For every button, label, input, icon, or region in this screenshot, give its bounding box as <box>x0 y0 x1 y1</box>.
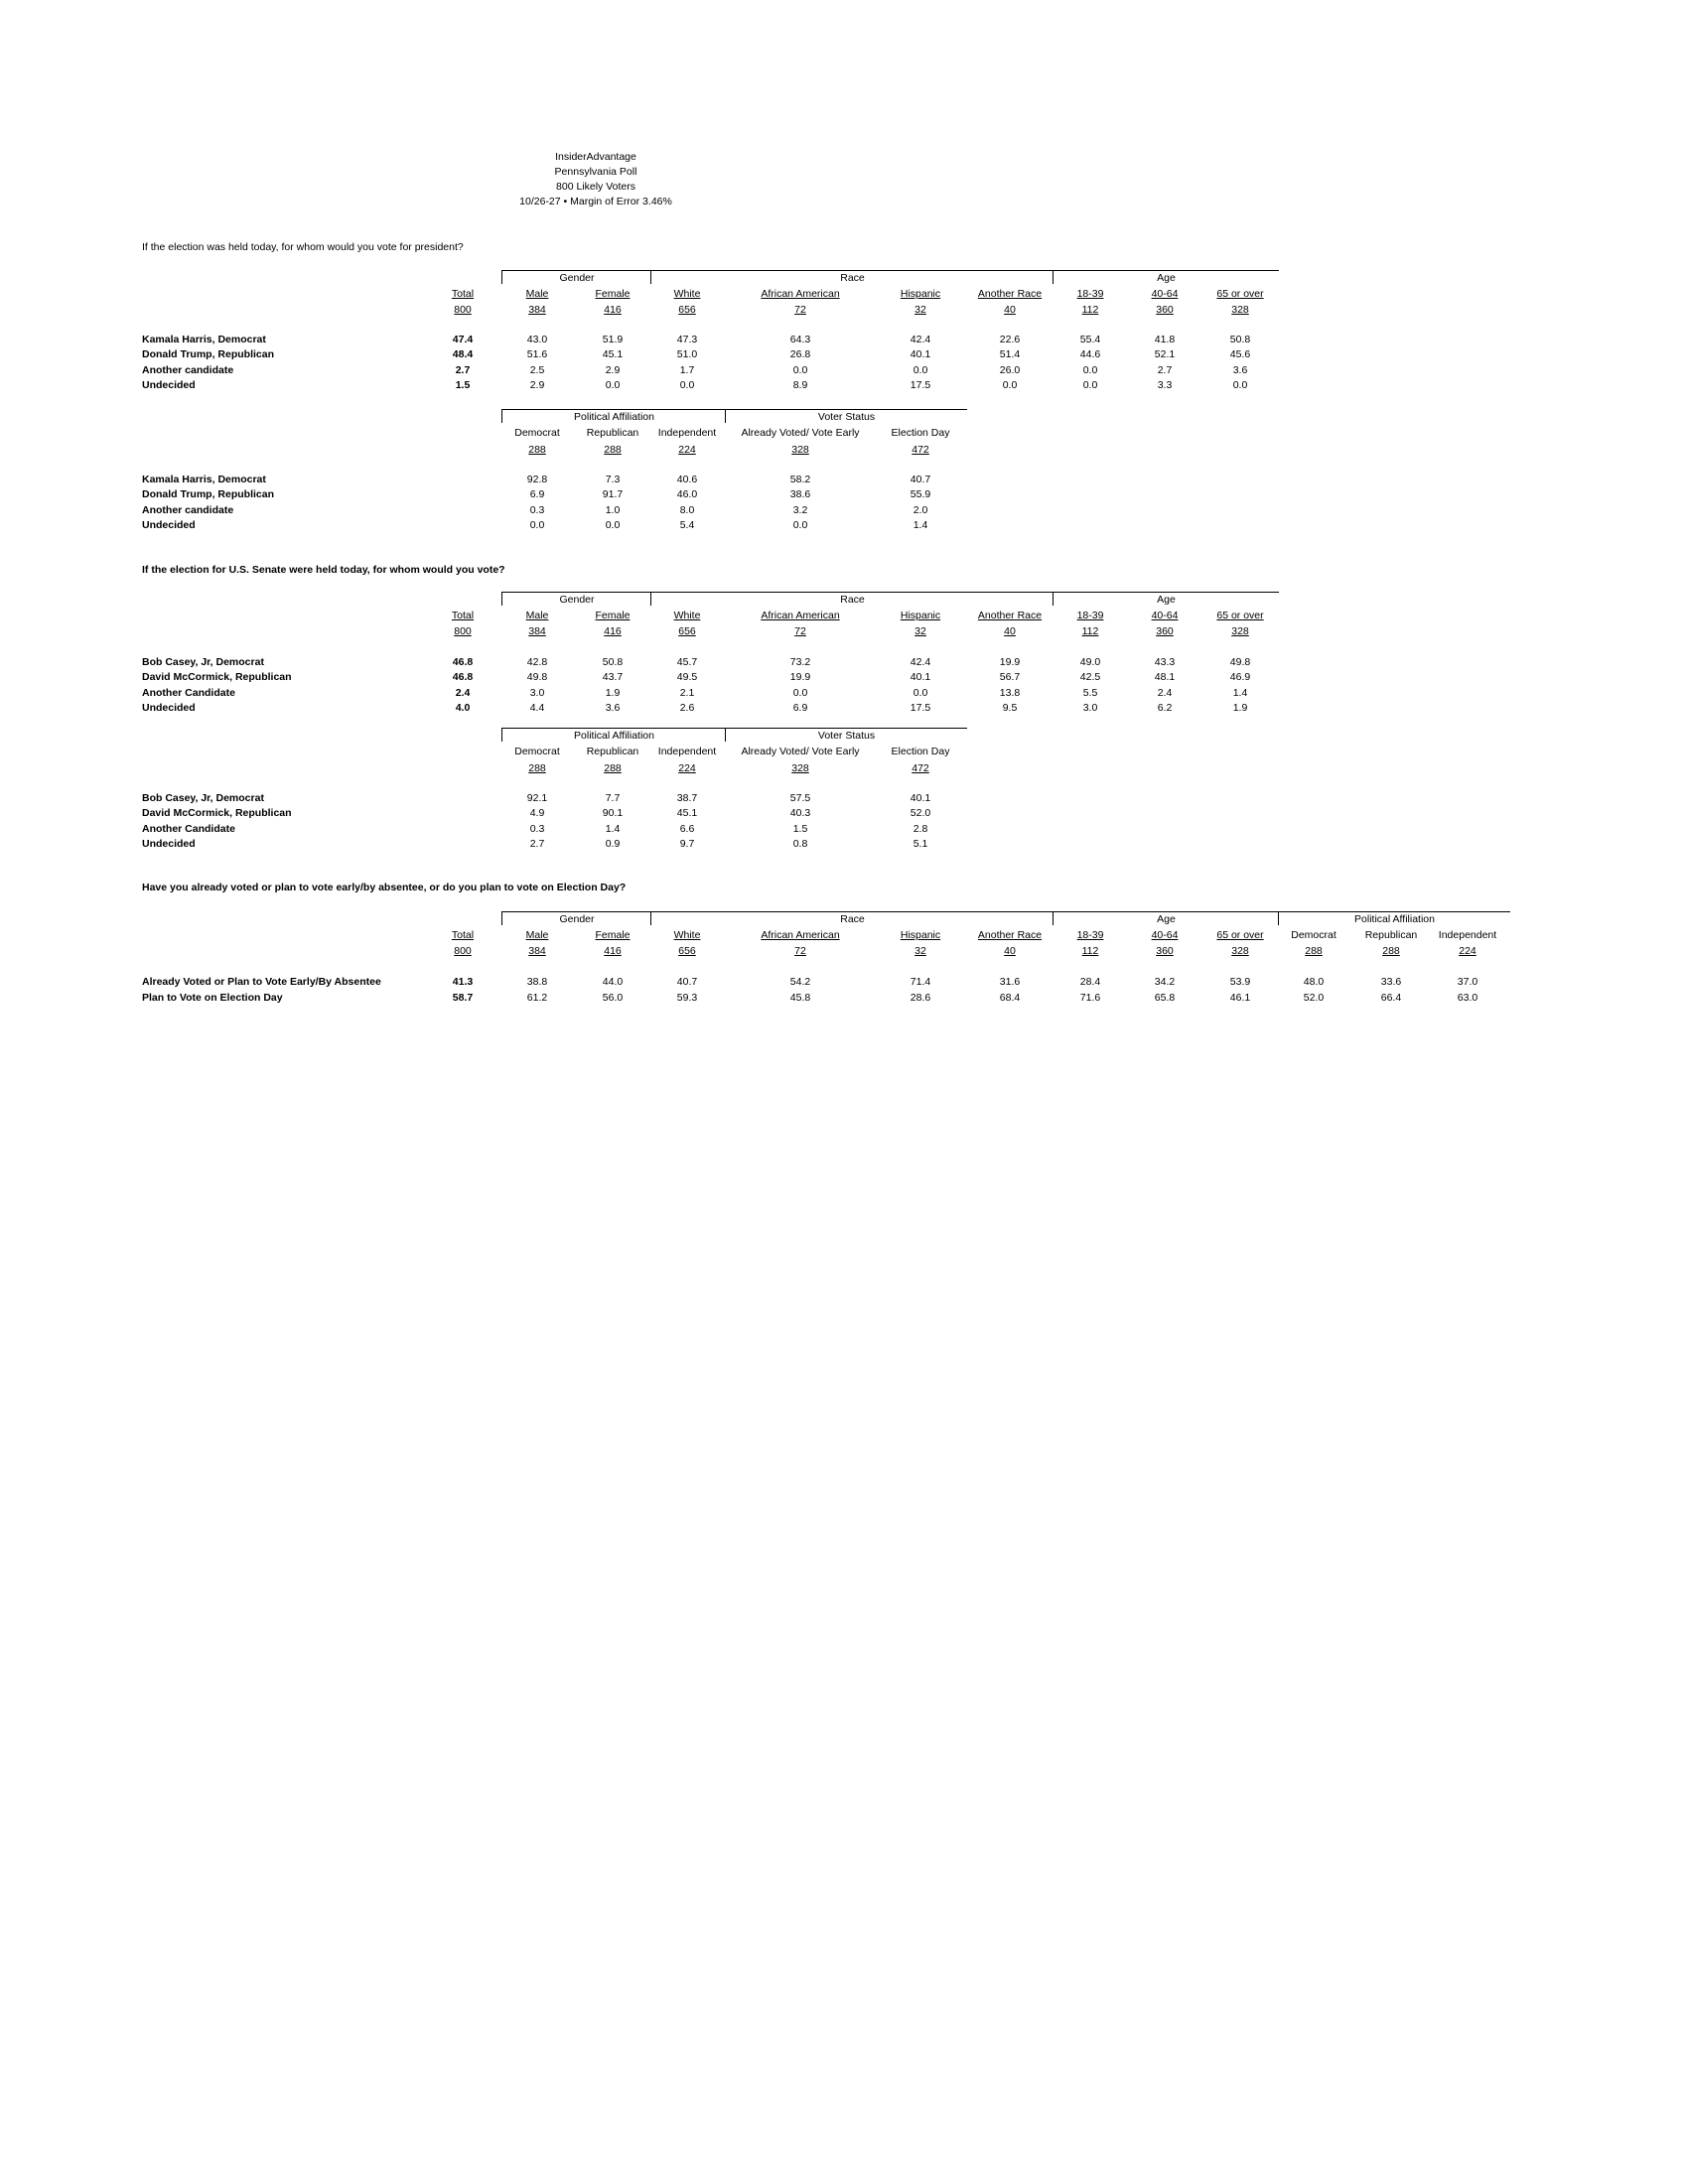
group-header-gender: Gender <box>501 592 651 606</box>
table-cell: 51.0 <box>676 348 698 361</box>
table-cell: 5.4 <box>679 518 695 531</box>
table-cell: 2.9 <box>605 363 621 376</box>
table-cell: 38.7 <box>676 792 698 804</box>
column-header: Already Voted/ Vote Early <box>741 427 860 439</box>
row-label: David McCormick, Republican <box>142 671 292 684</box>
column-n: 288 <box>1305 945 1323 957</box>
table-cell: 3.2 <box>792 503 808 516</box>
column-header: Already Voted/ Vote Early <box>741 746 860 757</box>
table-cell: 57.5 <box>789 792 811 804</box>
table-cell: 46.8 <box>452 671 474 684</box>
table-cell: 46.8 <box>452 656 474 668</box>
table-cell: 63.0 <box>1457 992 1478 1004</box>
column-n: 656 <box>678 945 696 957</box>
column-header: Election Day <box>891 427 950 439</box>
poll-dates-margin: 10/26-27 • Margin of Error 3.46% <box>519 196 672 207</box>
table-cell: 6.9 <box>792 701 808 714</box>
column-header: Total <box>451 288 475 300</box>
table-cell: 33.6 <box>1380 976 1402 988</box>
table-cell: 58.7 <box>452 992 474 1004</box>
table-cell: 48.0 <box>1303 976 1325 988</box>
column-n: 360 <box>1156 945 1174 957</box>
table-cell: 50.8 <box>1229 334 1251 345</box>
row-label: Undecided <box>142 518 196 531</box>
table-cell: 6.2 <box>1157 701 1173 714</box>
table-cell: 1.7 <box>679 363 695 376</box>
column-n: 224 <box>678 444 696 456</box>
table-cell: 46.9 <box>1229 671 1251 684</box>
table-cell: 1.0 <box>605 503 621 516</box>
table-cell: 0.0 <box>605 378 621 391</box>
table-cell: 49.8 <box>526 671 548 684</box>
table-cell: 9.5 <box>1002 701 1018 714</box>
table-cell: 1.9 <box>1232 701 1248 714</box>
table-cell: 92.1 <box>526 792 548 804</box>
table-cell: 2.7 <box>529 837 545 850</box>
group-header-age: Age <box>1053 592 1279 606</box>
table-cell: 42.4 <box>910 656 931 668</box>
column-n: 416 <box>604 625 622 637</box>
column-n: 656 <box>678 304 696 316</box>
column-header: 18-39 <box>1076 288 1104 300</box>
table-cell: 45.7 <box>676 656 698 668</box>
table-cell: 3.0 <box>529 686 545 699</box>
table-cell: 1.4 <box>605 822 621 835</box>
table-cell: 8.9 <box>792 378 808 391</box>
table-cell: 0.0 <box>792 686 808 699</box>
table-cell: 1.5 <box>792 822 808 835</box>
group-header-race: Race <box>650 592 1054 606</box>
table-cell: 3.6 <box>605 701 621 714</box>
column-header: White <box>673 929 701 941</box>
table-cell: 0.3 <box>529 822 545 835</box>
table-cell: 45.8 <box>789 992 811 1004</box>
table-cell: 2.6 <box>679 701 695 714</box>
column-n: 360 <box>1156 304 1174 316</box>
group-header-gender: Gender <box>501 911 651 925</box>
column-n: 800 <box>454 945 472 957</box>
column-n: 800 <box>454 625 472 637</box>
group-header-political-affiliation: Political Affiliation <box>501 728 726 742</box>
column-n: 328 <box>1231 304 1249 316</box>
table-cell: 41.8 <box>1154 334 1176 345</box>
table-cell: 13.8 <box>999 686 1021 699</box>
table-cell: 26.0 <box>999 363 1021 376</box>
group-header-political-affiliation: Political Affiliation <box>1278 911 1510 925</box>
question-senate: If the election for U.S. Senate were held today, for whom would you vote? <box>142 564 505 576</box>
column-header: Female <box>595 288 631 300</box>
column-header: African American <box>761 929 840 941</box>
table-cell: 7.7 <box>605 792 621 804</box>
column-header: Democrat <box>514 427 560 439</box>
table-cell: 92.8 <box>526 474 548 485</box>
table-cell: 46.1 <box>1229 992 1251 1004</box>
column-header: 65 or over <box>1216 929 1264 941</box>
table-cell: 8.0 <box>679 503 695 516</box>
table-cell: 7.3 <box>605 474 621 485</box>
table-cell: 6.9 <box>529 488 545 501</box>
table-cell: 51.9 <box>602 334 624 345</box>
table-cell: 45.1 <box>602 348 624 361</box>
table-cell: 52.1 <box>1154 348 1176 361</box>
table-cell: 0.0 <box>1232 378 1248 391</box>
table-cell: 91.7 <box>602 488 624 501</box>
poll-source: InsiderAdvantage <box>555 151 636 163</box>
column-n: 800 <box>454 304 472 316</box>
column-n: 72 <box>794 304 806 316</box>
table-cell: 66.4 <box>1380 992 1402 1004</box>
column-n: 224 <box>678 762 696 774</box>
table-cell: 71.6 <box>1079 992 1101 1004</box>
column-n: 328 <box>1231 625 1249 637</box>
table-cell: 0.0 <box>792 363 808 376</box>
table-cell: 61.2 <box>526 992 548 1004</box>
table-cell: 4.9 <box>529 807 545 820</box>
column-n: 328 <box>791 444 809 456</box>
table-cell: 0.8 <box>792 837 808 850</box>
table-cell: 34.2 <box>1154 976 1176 988</box>
column-n: 472 <box>912 762 929 774</box>
table-cell: 26.8 <box>789 348 811 361</box>
table-cell: 53.9 <box>1229 976 1251 988</box>
table-cell: 1.9 <box>605 686 621 699</box>
table-cell: 0.0 <box>529 518 545 531</box>
table-cell: 59.3 <box>676 992 698 1004</box>
table-cell: 55.4 <box>1079 334 1101 345</box>
group-header-voter-status: Voter Status <box>725 728 967 742</box>
table-cell: 5.1 <box>913 837 928 850</box>
column-header: 40-64 <box>1151 929 1179 941</box>
row-label: Kamala Harris, Democrat <box>142 334 266 345</box>
table-cell: 45.1 <box>676 807 698 820</box>
table-cell: 1.4 <box>913 518 928 531</box>
column-header: Another Race <box>977 929 1043 941</box>
table-cell: 3.6 <box>1232 363 1248 376</box>
column-n: 288 <box>528 444 546 456</box>
table-cell: 40.6 <box>676 474 698 485</box>
column-header: Independent <box>657 746 717 757</box>
table-cell: 42.5 <box>1079 671 1101 684</box>
column-n: 472 <box>912 444 929 456</box>
column-header: 40-64 <box>1151 288 1179 300</box>
table-cell: 0.3 <box>529 503 545 516</box>
table-cell: 3.0 <box>1082 701 1098 714</box>
row-label: Plan to Vote on Election Day <box>142 992 283 1004</box>
table-cell: 43.3 <box>1154 656 1176 668</box>
column-header: 18-39 <box>1076 929 1104 941</box>
table-cell: 4.4 <box>529 701 545 714</box>
table-cell: 64.3 <box>789 334 811 345</box>
row-label: Undecided <box>142 837 196 850</box>
column-n: 112 <box>1081 304 1099 316</box>
column-n: 32 <box>914 625 926 637</box>
table-cell: 31.6 <box>999 976 1021 988</box>
column-n: 32 <box>914 945 926 957</box>
column-header: Independent <box>657 427 717 439</box>
column-n: 416 <box>604 945 622 957</box>
table-cell: 40.1 <box>910 792 931 804</box>
table-cell: 65.8 <box>1154 992 1176 1004</box>
table-cell: 51.6 <box>526 348 548 361</box>
column-n: 40 <box>1004 625 1016 637</box>
question-president: If the election was held today, for whom would you vote for president? <box>142 241 464 253</box>
table-cell: 38.6 <box>789 488 811 501</box>
column-header: Hispanic <box>900 288 941 300</box>
column-header: Male <box>525 610 549 621</box>
table-cell: 40.1 <box>910 671 931 684</box>
table-cell: 40.7 <box>676 976 698 988</box>
table-cell: 38.8 <box>526 976 548 988</box>
table-cell: 2.9 <box>529 378 545 391</box>
row-label: Bob Casey, Jr, Democrat <box>142 792 264 804</box>
column-n: 384 <box>528 625 546 637</box>
column-n: 224 <box>1459 945 1477 957</box>
table-cell: 28.4 <box>1079 976 1101 988</box>
column-n: 72 <box>794 945 806 957</box>
column-n: 288 <box>1382 945 1400 957</box>
column-header: Female <box>595 929 631 941</box>
column-header: 40-64 <box>1151 610 1179 621</box>
table-cell: 6.6 <box>679 822 695 835</box>
column-n: 384 <box>528 304 546 316</box>
column-n: 328 <box>791 762 809 774</box>
table-cell: 19.9 <box>789 671 811 684</box>
column-n: 360 <box>1156 625 1174 637</box>
table-cell: 56.0 <box>602 992 624 1004</box>
table-cell: 19.9 <box>999 656 1021 668</box>
table-cell: 2.0 <box>913 503 928 516</box>
table-cell: 2.5 <box>529 363 545 376</box>
column-header: Hispanic <box>900 929 941 941</box>
table-cell: 17.5 <box>910 701 931 714</box>
table-cell: 0.0 <box>792 518 808 531</box>
table-cell: 54.2 <box>789 976 811 988</box>
column-header: Hispanic <box>900 610 941 621</box>
table-cell: 2.7 <box>455 363 471 376</box>
row-label: Donald Trump, Republican <box>142 348 275 361</box>
column-n: 112 <box>1081 945 1099 957</box>
table-cell: 40.3 <box>789 807 811 820</box>
row-label: Another candidate <box>142 503 234 516</box>
group-header-race: Race <box>650 911 1054 925</box>
table-cell: 42.4 <box>910 334 931 345</box>
table-cell: 0.0 <box>1082 363 1098 376</box>
column-n: 32 <box>914 304 926 316</box>
group-header-age: Age <box>1053 911 1279 925</box>
column-header: African American <box>761 610 840 621</box>
column-n: 40 <box>1004 945 1016 957</box>
table-cell: 42.8 <box>526 656 548 668</box>
column-n: 384 <box>528 945 546 957</box>
table-cell: 44.6 <box>1079 348 1101 361</box>
column-n: 288 <box>528 762 546 774</box>
table-cell: 51.4 <box>999 348 1021 361</box>
table-cell: 22.6 <box>999 334 1021 345</box>
column-n: 288 <box>604 762 622 774</box>
column-header: Independent <box>1438 929 1497 941</box>
table-cell: 43.7 <box>602 671 624 684</box>
table-cell: 1.4 <box>1232 686 1248 699</box>
table-cell: 49.5 <box>676 671 698 684</box>
group-header-political-affiliation: Political Affiliation <box>501 409 726 423</box>
table-cell: 45.6 <box>1229 348 1251 361</box>
table-cell: 0.0 <box>605 518 621 531</box>
table-cell: 4.0 <box>455 701 471 714</box>
group-header-age: Age <box>1053 270 1279 284</box>
table-cell: 55.9 <box>910 488 931 501</box>
table-cell: 44.0 <box>602 976 624 988</box>
column-header: Another Race <box>977 288 1043 300</box>
row-label: Kamala Harris, Democrat <box>142 474 266 485</box>
column-header: Democrat <box>1291 929 1336 941</box>
column-header: Election Day <box>891 746 950 757</box>
table-cell: 2.4 <box>455 686 471 699</box>
row-label: Already Voted or Plan to Vote Early/By Absentee <box>142 976 381 988</box>
row-label: Undecided <box>142 701 196 714</box>
column-n: 416 <box>604 304 622 316</box>
table-cell: 46.0 <box>676 488 698 501</box>
table-cell: 3.3 <box>1157 378 1173 391</box>
column-header: 65 or over <box>1216 288 1264 300</box>
row-label: Another Candidate <box>142 822 235 835</box>
column-n: 288 <box>604 444 622 456</box>
poll-title: Pennsylvania Poll <box>554 166 637 178</box>
table-cell: 71.4 <box>910 976 931 988</box>
table-cell: 40.7 <box>910 474 931 485</box>
column-header: 65 or over <box>1216 610 1264 621</box>
table-cell: 9.7 <box>679 837 695 850</box>
table-cell: 48.1 <box>1154 671 1176 684</box>
table-cell: 0.0 <box>1082 378 1098 391</box>
column-header: White <box>673 610 701 621</box>
column-header: Another Race <box>977 610 1043 621</box>
table-cell: 0.0 <box>913 363 928 376</box>
group-header-race: Race <box>650 270 1054 284</box>
table-cell: 0.0 <box>679 378 695 391</box>
column-n: 656 <box>678 625 696 637</box>
column-header: White <box>673 288 701 300</box>
column-header: Male <box>525 288 549 300</box>
column-header: 18-39 <box>1076 610 1104 621</box>
row-label: Bob Casey, Jr, Democrat <box>142 656 264 668</box>
table-cell: 58.2 <box>789 474 811 485</box>
table-cell: 41.3 <box>452 976 474 988</box>
column-header: African American <box>761 288 840 300</box>
table-cell: 52.0 <box>910 807 931 820</box>
table-cell: 73.2 <box>789 656 811 668</box>
table-cell: 17.5 <box>910 378 931 391</box>
row-label: Undecided <box>142 378 196 391</box>
poll-sample: 800 Likely Voters <box>556 181 635 193</box>
table-cell: 90.1 <box>602 807 624 820</box>
table-cell: 52.0 <box>1303 992 1325 1004</box>
table-cell: 43.0 <box>526 334 548 345</box>
column-header: Total <box>451 610 475 621</box>
column-header: Male <box>525 929 549 941</box>
table-cell: 56.7 <box>999 671 1021 684</box>
row-label: David McCormick, Republican <box>142 807 292 820</box>
row-label: Donald Trump, Republican <box>142 488 275 501</box>
column-n: 328 <box>1231 945 1249 957</box>
column-n: 112 <box>1081 625 1099 637</box>
table-cell: 40.1 <box>910 348 931 361</box>
table-cell: 0.0 <box>913 686 928 699</box>
table-cell: 0.0 <box>1002 378 1018 391</box>
table-cell: 5.5 <box>1082 686 1098 699</box>
column-header: Female <box>595 610 631 621</box>
table-cell: 47.4 <box>452 334 474 345</box>
column-header: Republican <box>586 746 639 757</box>
row-label: Another candidate <box>142 363 234 376</box>
row-label: Another Candidate <box>142 686 235 699</box>
column-n: 40 <box>1004 304 1016 316</box>
table-cell: 28.6 <box>910 992 931 1004</box>
table-cell: 50.8 <box>602 656 624 668</box>
question-vote-timing: Have you already voted or plan to vote early/by absentee, or do you plan to vote on Election Day? <box>142 882 627 893</box>
column-header: Republican <box>586 427 639 439</box>
column-n: 72 <box>794 625 806 637</box>
table-cell: 49.8 <box>1229 656 1251 668</box>
group-header-voter-status: Voter Status <box>725 409 967 423</box>
table-cell: 1.5 <box>455 378 471 391</box>
table-cell: 2.1 <box>679 686 695 699</box>
column-header: Democrat <box>514 746 560 757</box>
table-cell: 68.4 <box>999 992 1021 1004</box>
table-cell: 49.0 <box>1079 656 1101 668</box>
table-cell: 2.4 <box>1157 686 1173 699</box>
table-cell: 2.7 <box>1157 363 1173 376</box>
table-cell: 48.4 <box>452 348 474 361</box>
table-cell: 0.9 <box>605 837 621 850</box>
table-cell: 2.8 <box>913 822 928 835</box>
column-header: Republican <box>1364 929 1418 941</box>
column-header: Total <box>451 929 475 941</box>
table-cell: 37.0 <box>1457 976 1478 988</box>
group-header-gender: Gender <box>501 270 651 284</box>
table-cell: 47.3 <box>676 334 698 345</box>
